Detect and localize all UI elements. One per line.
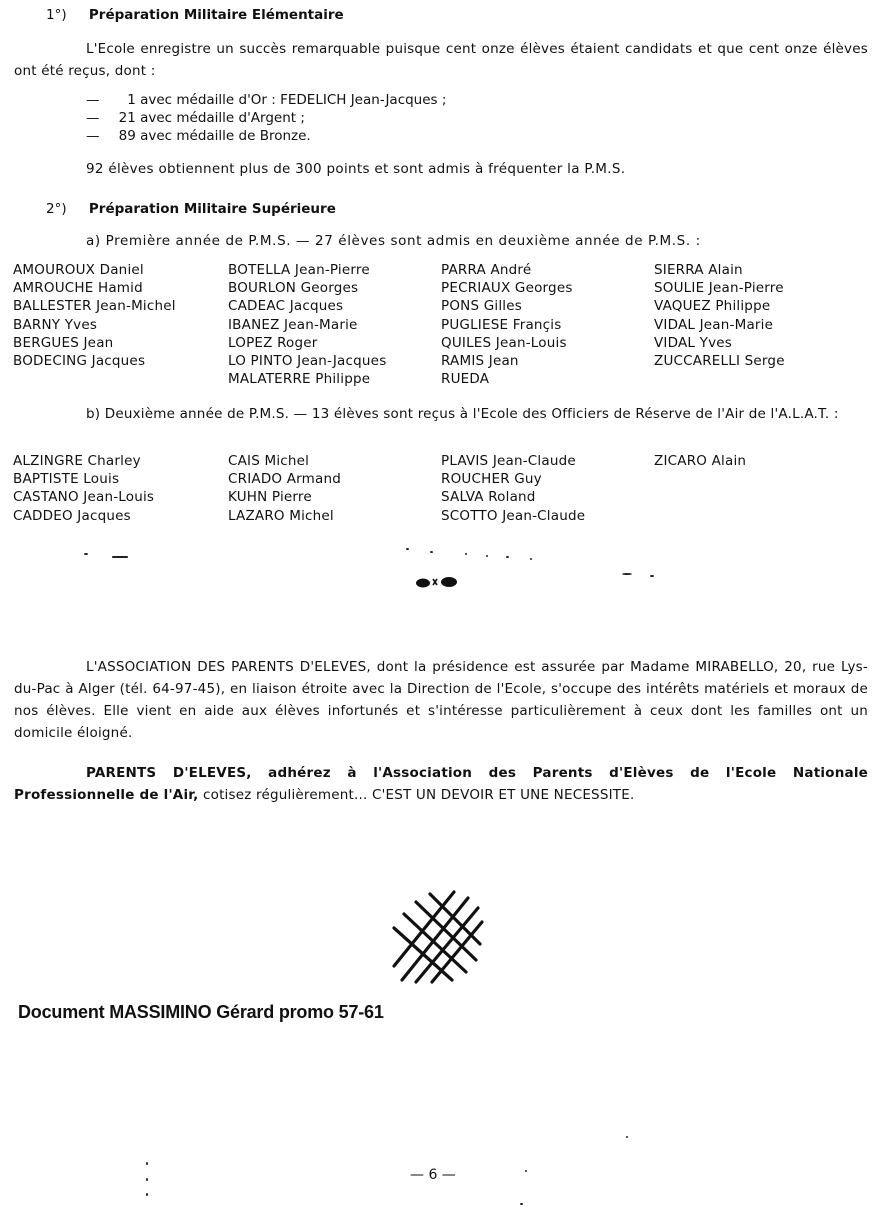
sub-b-heading-text: b) Deuxième année de P.M.S. — 13 élèves sont reçus à l'Ecole des Officiers de Réserve de l'Air de l'A.L.A.T. : xyxy=(86,406,839,422)
section-2-heading xyxy=(46,201,336,217)
student-name: SIERRA Alain xyxy=(654,262,743,278)
section-1-summary: 92 élèves obtiennent plus de 300 points et sont admis à fréquenter la P.M.S. xyxy=(86,161,626,177)
ornament-icon xyxy=(414,574,464,590)
section-1-title: Préparation Militaire Elémentaire xyxy=(88,7,344,23)
medal-dash: — xyxy=(86,92,100,108)
section-1-number: 1°) xyxy=(46,7,67,23)
association-appeal xyxy=(14,762,868,806)
student-name: RAMIS Jean xyxy=(441,353,519,369)
section-1-intro-text: L'Ecole enregistre un succès remarquable puisque cent onze élèves étaient candidats et que cent onze élèves ont été reçus, dont : xyxy=(14,41,868,79)
section-2-title: Préparation Militaire Supérieure xyxy=(88,201,336,217)
medal-item xyxy=(86,110,305,126)
student-name: BODECING Jacques xyxy=(13,353,146,369)
student-name: PECRIAUX Georges xyxy=(441,280,573,297)
student-name: MALATERRE Philippe xyxy=(228,371,371,388)
medal-text: avec médaille d'Or : FEDELICH Jean-Jacques ; xyxy=(140,92,447,108)
student-name: LOPEZ Roger xyxy=(228,334,318,351)
appeal-rest-text: cotisez régulièrement... C'EST UN DEVOIR ET UNE NECESSITE. xyxy=(202,787,635,803)
student-name: LAZARO Michel xyxy=(228,507,334,524)
student-name: VAQUEZ Philippe xyxy=(654,298,771,315)
student-name: CAIS Michel xyxy=(228,453,310,469)
student-name: ROUCHER Guy xyxy=(441,471,542,488)
medal-count: 89 xyxy=(118,128,136,144)
student-name: CADDEO Jacques xyxy=(13,507,131,524)
student-name: PLAVIS Jean-Claude xyxy=(441,453,576,469)
section-1-heading xyxy=(46,7,344,23)
crosshatch-emblem-icon xyxy=(388,888,484,984)
sub-b-heading xyxy=(14,403,868,425)
sub-a-heading: a) Première année de P.M.S. — 27 élèves sont admis en deuxième année de P.M.S. : xyxy=(86,233,701,249)
student-name: BOURLON Georges xyxy=(228,280,359,297)
student-name: AMROUCHE Hamid xyxy=(13,280,143,297)
medal-text: avec médaille d'Argent ; xyxy=(140,110,305,126)
student-name: CADEAC Jacques xyxy=(228,298,344,315)
student-name: KUHN Pierre xyxy=(228,489,312,506)
student-name: BAPTISTE Louis xyxy=(13,471,120,488)
medal-item xyxy=(86,92,446,108)
student-name: SALVA Roland xyxy=(441,489,536,506)
association-text: L'ASSOCIATION DES PARENTS D'ELEVES, dont la présidence est assurée par Madame MIRABELLO, 20, rue Lys-du-Pac à Alger (tél. 64-97-45), en liaison étroite avec la Direction de l'Ecole, s'occupe des intérêts matériels et moraux de nos élèves. Elle vient en aide aux élèves infortunés et s'intéresse particulièrement à ceux dont les familles ont un domicile éloigné. xyxy=(14,659,868,741)
student-name: AMOUROUX Daniel xyxy=(13,262,144,278)
student-name: SOULIE Jean-Pierre xyxy=(654,280,784,297)
medal-text: avec médaille de Bronze. xyxy=(140,128,311,144)
student-name: CRIADO Armand xyxy=(228,471,342,488)
medal-dash: — xyxy=(86,128,100,144)
student-name: ALZINGRE Charley xyxy=(13,453,141,469)
student-name: SCOTTO Jean-Claude xyxy=(441,507,586,524)
page-number: — 6 — xyxy=(410,1167,456,1183)
section-1-intro xyxy=(14,38,868,82)
student-name: QUILES Jean-Louis xyxy=(441,334,567,351)
student-name: ZUCCARELLI Serge xyxy=(654,353,785,369)
student-name: PUGLIESE Françis xyxy=(441,316,562,333)
student-name: BOTELLA Jean-Pierre xyxy=(228,262,370,278)
document-attribution: Document MASSIMINO Gérard promo 57-61 xyxy=(18,1002,384,1022)
section-2-number: 2°) xyxy=(46,201,67,217)
appeal-bold-text: PARENTS D'ELEVES, adhérez à l'Association des Parents d'Elèves de l'Ecole Nationale Professionnelle de l'Air, xyxy=(14,765,868,803)
student-name: VIDAL Yves xyxy=(654,334,732,351)
student-name: BALLESTER Jean-Michel xyxy=(13,298,176,315)
student-name: ZICARO Alain xyxy=(654,453,747,469)
student-name: PONS Gilles xyxy=(441,298,522,315)
medal-item xyxy=(86,128,311,144)
student-name: LO PINTO Jean-Jacques xyxy=(228,353,387,369)
medal-count: 21 xyxy=(118,110,136,126)
student-name: RUEDA xyxy=(441,371,490,388)
medal-count: 1 xyxy=(127,92,136,108)
student-name: BERGUES Jean xyxy=(13,334,114,351)
student-name: VIDAL Jean-Marie xyxy=(654,316,774,333)
association-paragraph xyxy=(14,656,868,744)
medal-dash: — xyxy=(86,110,100,126)
student-name: PARRA André xyxy=(441,262,532,278)
student-name: CASTANO Jean-Louis xyxy=(13,489,155,506)
student-name: IBANEZ Jean-Marie xyxy=(228,316,358,333)
student-name: BARNY Yves xyxy=(13,316,98,333)
